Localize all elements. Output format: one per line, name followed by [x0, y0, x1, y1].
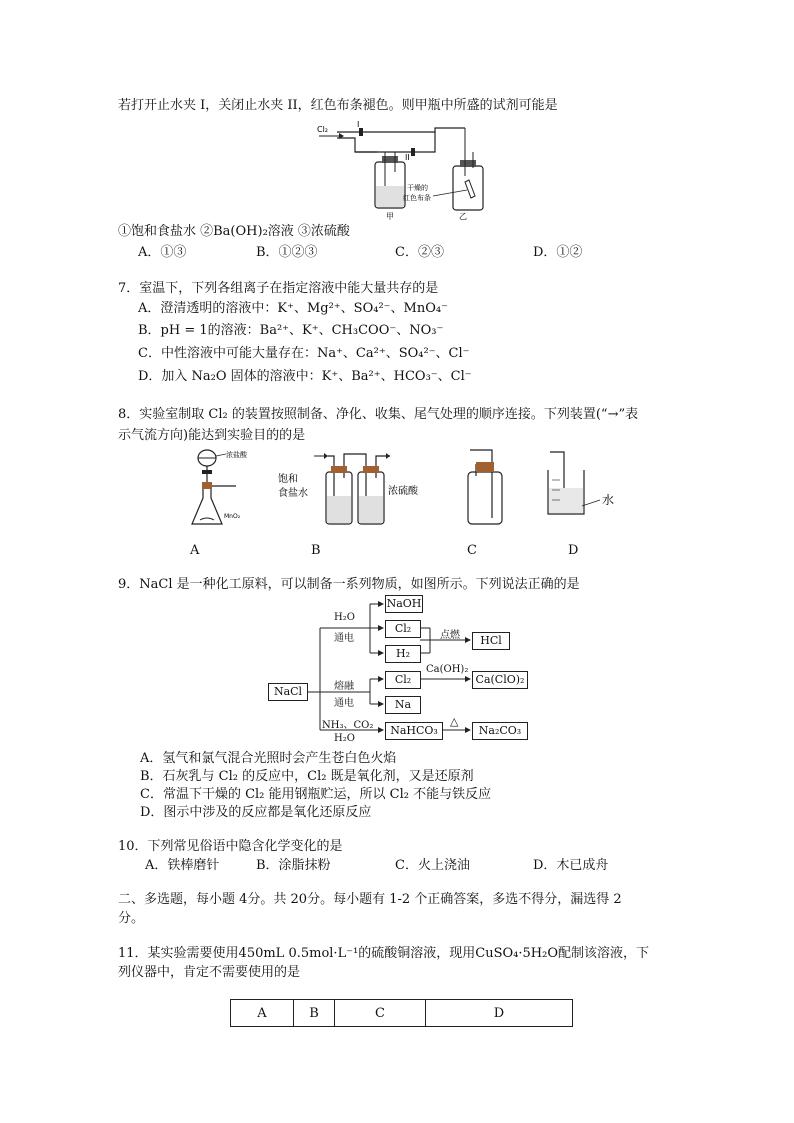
q10-choice-d[interactable]: D．木已成舟 [533, 858, 609, 873]
q9-label-ignite: 点燃 [440, 630, 460, 641]
q7-choice-a[interactable]: A．澄清透明的溶液中：K⁺、Mg²⁺、SO₄²⁻、MnO₄⁻ [138, 301, 448, 316]
q9-choice-a[interactable]: A．氢气和氯气混合光照时会产生苍白色火焰 [140, 751, 397, 766]
q6-choice-c[interactable]: C．②③ [395, 245, 444, 260]
q6-choice-b[interactable]: B．①②③ [256, 245, 318, 260]
q6-choice-d[interactable]: D．①② [533, 245, 583, 260]
q6-options-list: ①饱和食盐水 ②Ba(OH)₂溶液 ③浓硫酸 [118, 224, 350, 239]
svg-text:饱和: 饱和 [278, 474, 298, 485]
svg-text:水: 水 [602, 493, 615, 507]
q11-choice-c[interactable]: C [335, 1000, 426, 1027]
q9-choice-d[interactable]: D．图示中涉及的反应都是氧化还原反应 [140, 805, 372, 820]
svg-text:浓盐酸: 浓盐酸 [226, 451, 247, 459]
q9-label-molten: 熔融 [334, 681, 354, 692]
section2-heading-line1: 二、多选题，每小题 4分。共 20分。每小题有 1-2 个正确答案，多选不得分，漏选得 2 [118, 892, 622, 907]
q8-stem-line1: 8．实验室制取 Cl₂ 的装置按照制备、净化、收集、尾气处理的顺序连接。下列装置(“→”表 [118, 407, 639, 422]
q9-stem: 9．NaCl 是一种化工原料，可以制备一系列物质，如图所示。下列说法正确的是 [118, 577, 580, 592]
q11-stem-line2: 列仪器中，肯定不需要使用的是 [118, 965, 301, 980]
q11-choice-d[interactable]: D [426, 1000, 573, 1027]
q11-choice-a[interactable]: A [231, 1000, 294, 1027]
q7-choice-b[interactable]: B．pH = 1的溶液：Ba²⁺、K⁺、CH₃COO⁻、NO₃⁻ [138, 323, 444, 338]
q10-choice-a[interactable]: A．铁棒磨针 [145, 858, 220, 873]
q9-node-hcl: HCl [472, 632, 510, 650]
q10-choice-c[interactable]: C．火上浇油 [395, 858, 470, 873]
q9-node-nacl: NaCl [268, 683, 308, 701]
q10-stem: 10．下列常见俗语中隐含化学变化的是 [118, 839, 343, 854]
q6-choice-a[interactable]: A．①③ [138, 245, 187, 260]
q10-choice-b[interactable]: B．涂脂抹粉 [256, 858, 331, 873]
q8-choice-c[interactable]: C [467, 543, 477, 558]
q11-answer-table [230, 999, 573, 1027]
svg-text:甲: 甲 [386, 212, 394, 221]
q9-label-h2o-bottom: H₂O [334, 733, 355, 744]
q7-choice-c[interactable]: C．中性溶液中可能大量存在：Na⁺、Ca²⁺、SO₄²⁻、Cl⁻ [138, 346, 470, 361]
svg-text:食盐水: 食盐水 [278, 488, 308, 499]
q8-choice-b[interactable]: B [311, 543, 321, 558]
q8-stem-line2: 示气流方向)能达到实验目的的是 [118, 428, 306, 443]
q7-stem: 7．室温下，下列各组离子在指定溶液中能大量共存的是 [118, 281, 439, 296]
q6-stem: 若打开止水夹 I，关闭止水夹 II，红色布条褪色。则甲瓶中所盛的试剂可能是 [118, 98, 558, 113]
q7-choice-d[interactable]: D．加入 Na₂O 固体的溶液中：K⁺、Ba²⁺、HCO₃⁻、Cl⁻ [138, 369, 472, 384]
svg-text:Cl₂: Cl₂ [317, 125, 329, 134]
svg-text:MnO₂: MnO₂ [224, 513, 241, 520]
q9-node-na2co3: Na₂CO₃ [472, 722, 528, 740]
svg-text:浓硫酸: 浓硫酸 [388, 486, 418, 497]
q11-choice-b[interactable]: B [294, 1000, 335, 1027]
q9-label-caoh2: Ca(OH)₂ [426, 664, 469, 675]
svg-text:干燥的: 干燥的 [407, 184, 428, 192]
q9-label-h2o-top: H₂O [334, 612, 355, 623]
svg-text:红色布条: 红色布条 [403, 194, 431, 202]
q9-node-nahco3: NaHCO₃ [385, 722, 443, 740]
q8-choice-d[interactable]: D [568, 543, 579, 558]
q9-node-naoh: NaOH [385, 595, 423, 613]
svg-text:乙: 乙 [459, 212, 467, 221]
section2-heading-line2: 分。 [118, 911, 145, 926]
q9-node-cl2-mid: Cl₂ [385, 671, 421, 689]
q9-choice-c[interactable]: C．常温下干燥的 Cl₂ 能用钢瓶贮运，所以 Cl₂ 不能与铁反应 [140, 787, 492, 802]
q9-choice-b[interactable]: B．石灰乳与 Cl₂ 的反应中，Cl₂ 既是氧化剂，又是还原剂 [140, 769, 474, 784]
q9-node-caclo2: Ca(ClO)₂ [472, 671, 528, 689]
q8-choice-a[interactable]: A [190, 543, 200, 558]
q9-node-h2: H₂ [385, 645, 421, 663]
q9-label-nh3co2: NH₃、CO₂ [322, 720, 374, 731]
svg-text:II: II [405, 153, 410, 162]
q11-stem-line1: 11．某实验需要使用450mL 0.5mol·L⁻¹的硫酸铜溶液，现用CuSO₄·5H₂O配制该溶液，下 [118, 946, 649, 961]
svg-text:I: I [357, 120, 360, 129]
q9-label-electrolysis: 通电 [334, 633, 354, 644]
q9-node-cl2-top: Cl₂ [385, 620, 421, 638]
q9-label-electrolysis2: 通电 [334, 698, 354, 709]
q9-label-heat: △ [450, 715, 459, 728]
q9-node-na: Na [385, 696, 421, 714]
